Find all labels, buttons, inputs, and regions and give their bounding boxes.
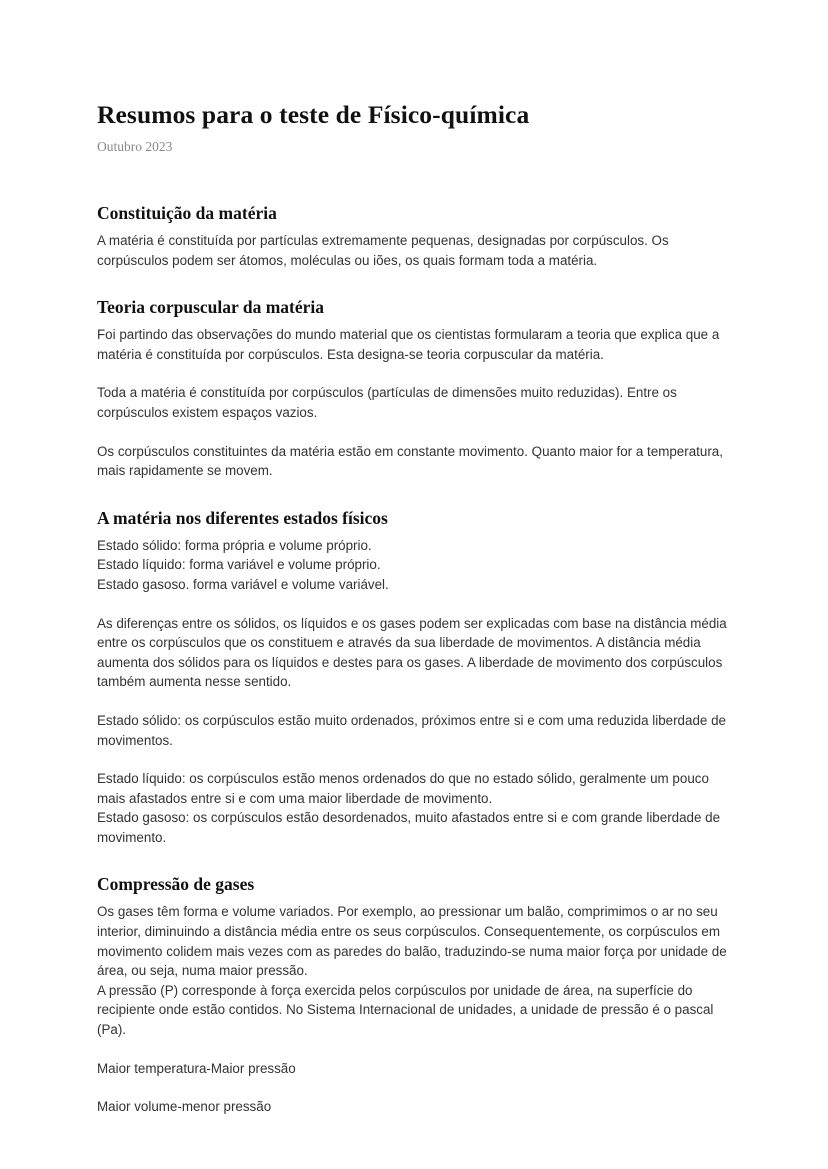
- rule-temperatura-pressao: Maior temperatura-Maior pressão: [97, 1060, 296, 1076]
- state-line-liquido: Estado líquido: forma variável e volume próprio.: [97, 557, 381, 573]
- section-estados-fisicos: [97, 507, 730, 848]
- document-date: Outubro 2023: [97, 139, 173, 154]
- section-constituicao-da-materia: [97, 202, 730, 270]
- state-line-solido: Estado sólido: forma própria e volume próprio.: [97, 537, 372, 553]
- paragraph-teoria-1: Foi partindo das observações do mundo material que os cientistas formularam a teoria que explica que a matéria é constituída por corpúsculos. Esta designa-se teoria corpuscular da matéria.: [97, 327, 720, 362]
- section-heading-constituicao: Constituição da matéria: [97, 203, 277, 223]
- section-heading-estados: A matéria nos diferentes estados físicos: [97, 507, 388, 528]
- section-heading-teoria: Teoria corpuscular da matéria: [97, 297, 324, 318]
- state-detail-gasoso: Estado gasoso: os corpúsculos estão desordenados, muito afastados entre si e com grande liberdade de movimento.: [97, 810, 721, 845]
- paragraph-estados-diferencas: As diferenças entre os sólidos, os líquidos e os gases podem ser explicadas com base na distância média entre os corpúsculos que os constituem e através da sua liberdade de movimentos. A distância média aumenta dos sólidos para os líquidos e destes para os gases. A liberdade de movimento dos corpúsculos também aumenta nesse sentido.: [97, 615, 727, 690]
- paragraph-teoria-3: Os corpúsculos constituintes da matéria estão em constante movimento. Quanto maior for a temperatura, mais rapidamente se movem.: [97, 443, 723, 479]
- paragraph-compressao-2: A pressão (P) corresponde à força exercida pelos corpúsculos por unidade de área, na superfície do recipiente onde estão contidos. No Sistema Internacional de unidades, a unidade de pressão é o pascal (Pa).: [97, 982, 714, 1038]
- paragraph-teoria-2: Toda a matéria é constituída por corpúsculos (partículas de dimensões muito reduzidas). Entre os corpúsculos existem espaços vazios.: [97, 385, 677, 420]
- page-title: Resumos para o teste de Físico-química: [97, 100, 530, 129]
- paragraph-constituicao-1: A matéria é constituída por partículas extremamente pequenas, designadas por corpúsculos. Os corpúsculos podem ser átomos, moléculas ou iões, os quais formam toda a matéria.: [97, 233, 669, 268]
- rule-volume-pressao: Maior volume-menor pressão: [97, 1099, 272, 1115]
- state-detail-solido: Estado sólido: os corpúsculos estão muito ordenados, próximos entre si e com uma reduzida liberdade de movimentos.: [97, 712, 726, 748]
- state-detail-liquido: Estado líquido: os corpúsculos estão menos ordenados do que no estado sólido, geralmente um pouco mais afastados entre si e com uma maior liberdade de movimento.: [97, 771, 709, 806]
- state-line-gasoso: Estado gasoso. forma variável e volume variável.: [97, 576, 389, 592]
- paragraph-compressao-1: Os gases têm forma e volume variados. Por exemplo, ao pressionar um balão, comprimimos o ar no seu interior, diminuindo a distância média entre os seus corpúsculos. Consequentemente, os corpúsculos em movimento colidem mais vezes com as paredes do balão, traduzindo-se numa maior força por unidade de área, ou seja, numa maior pressão.: [97, 904, 727, 979]
- section-teoria-corpuscular: [97, 296, 730, 481]
- section-compressao-de-gases: [97, 873, 730, 1116]
- section-heading-compressao: Compressão de gases: [97, 874, 255, 895]
